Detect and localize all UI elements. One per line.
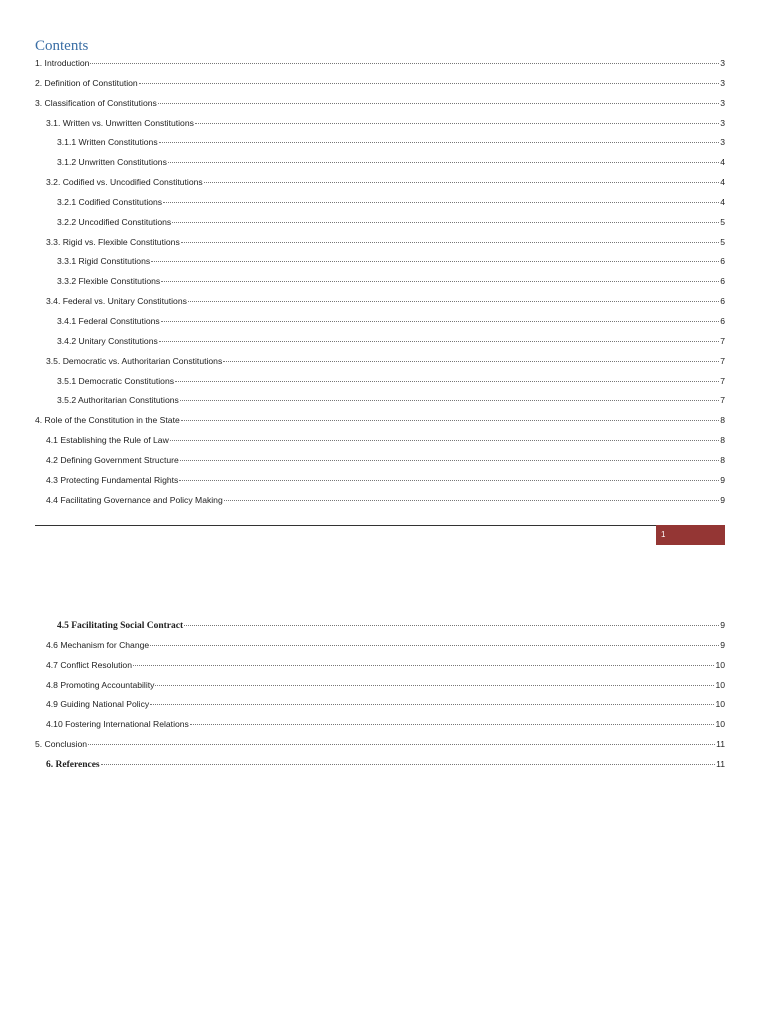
dot-leader: [170, 440, 719, 441]
dot-leader: [223, 361, 719, 362]
dot-leader: [172, 222, 719, 223]
dot-leader: [184, 625, 719, 626]
toc-entry-page: 9: [720, 474, 725, 485]
toc-entry-page: 3: [720, 137, 725, 148]
dot-leader: [159, 341, 719, 342]
toc-entry-label: 4.7 Conflict Resolution: [46, 659, 132, 670]
toc-entry-page: 10: [715, 699, 725, 710]
dot-leader: [181, 420, 719, 421]
toc-entry-page: 6: [720, 256, 725, 267]
toc-entry-label: 4.8 Promoting Accountability: [46, 679, 155, 690]
toc-entry[interactable]: [35, 451, 725, 471]
dot-leader: [179, 480, 719, 481]
toc-entry[interactable]: [35, 715, 725, 735]
toc-entry-label: 3. Classification of Constitutions: [35, 97, 157, 108]
toc-entry[interactable]: [35, 391, 725, 411]
toc-entry-page: 5: [720, 236, 725, 247]
toc-entry-label: 1. Introduction: [35, 58, 90, 68]
toc-entry[interactable]: [35, 114, 725, 134]
toc-entry-page: 7: [720, 395, 725, 406]
toc-list-page-2: [35, 616, 725, 775]
toc-entry[interactable]: [35, 252, 725, 272]
dot-leader: [155, 685, 714, 686]
toc-entry[interactable]: [35, 431, 725, 451]
dot-leader: [151, 261, 719, 262]
toc-entry-page: 11: [716, 758, 725, 769]
dot-leader: [175, 381, 719, 382]
toc-entry-page: 5: [720, 216, 725, 227]
dot-leader: [161, 321, 720, 322]
toc-entry[interactable]: [35, 695, 725, 715]
toc-entry-page: 6: [720, 315, 725, 326]
dot-leader: [188, 301, 719, 302]
toc-entry-page: 10: [715, 679, 725, 690]
toc-entry[interactable]: [35, 676, 725, 696]
toc-entry-label: 4.4 Facilitating Governance and Policy Making: [46, 494, 223, 505]
toc-entry-label: 4. Role of the Constitution in the State: [35, 415, 180, 426]
toc-entry[interactable]: [35, 94, 725, 114]
toc-entry-page: 8: [720, 435, 725, 446]
dot-leader: [150, 645, 719, 646]
dot-leader: [150, 704, 714, 705]
toc-entry[interactable]: [35, 411, 725, 431]
toc-entry-page: 8: [720, 415, 725, 426]
toc-entry[interactable]: [35, 352, 725, 372]
toc-entry-label: 3.1.1 Written Constitutions: [57, 137, 158, 148]
toc-entry-label: 3.2.2 Uncodified Constitutions: [57, 216, 172, 227]
toc-entry-label: 3.5.2 Authoritarian Constitutions: [57, 395, 179, 406]
toc-entry[interactable]: [35, 616, 725, 636]
toc-entry[interactable]: [35, 153, 725, 173]
toc-entry[interactable]: [35, 233, 725, 253]
toc-entry-label: 2. Definition of Constitution: [35, 77, 138, 88]
toc-entry-label: 3.3. Rigid vs. Flexible Constitutions: [46, 236, 180, 247]
toc-entry-label: 4.6 Mechanism for Change: [46, 639, 150, 650]
toc-entry-label: 3.1. Written vs. Unwritten Constitutions: [46, 117, 194, 128]
toc-entry[interactable]: [35, 491, 725, 511]
toc-entry-label: 4.9 Guiding National Policy: [46, 699, 150, 710]
toc-entry-label: 3.2. Codified vs. Uncodified Constitutions: [46, 177, 203, 188]
toc-entry-page: 3: [720, 97, 725, 108]
dot-leader: [224, 500, 719, 501]
toc-entry-page: 6: [720, 296, 725, 307]
toc-entry-label: 3.2.1 Codified Constitutions: [57, 196, 163, 207]
dot-leader: [161, 281, 719, 282]
toc-entry-label: 4.1 Establishing the Rule of Law: [46, 435, 169, 446]
dot-leader: [190, 724, 715, 725]
toc-entry-label: 3.5. Democratic vs. Authoritarian Constitutions: [46, 355, 223, 366]
toc-entry-page: 6: [720, 276, 725, 287]
toc-entry[interactable]: [35, 213, 725, 233]
toc-entry[interactable]: [35, 471, 725, 491]
toc-entry[interactable]: [35, 312, 725, 332]
dot-leader: [88, 744, 715, 745]
toc-entry-page: 9: [720, 494, 725, 505]
toc-entry-page: 10: [715, 719, 725, 730]
toc-entry-label: 5. Conclusion: [35, 739, 88, 750]
toc-entry-page: 11: [716, 739, 725, 750]
toc-entry-label: 4.3 Protecting Fundamental Rights: [46, 474, 179, 485]
dot-leader: [90, 63, 719, 64]
dot-leader: [133, 665, 714, 666]
footer-rule: [35, 525, 725, 526]
toc-entry-label: 6. References: [46, 759, 100, 770]
dot-leader: [163, 202, 719, 203]
toc-entry[interactable]: [35, 173, 725, 193]
toc-entry-page: 8: [720, 454, 725, 465]
toc-title: Contents: [35, 38, 89, 54]
dot-leader: [168, 162, 719, 163]
toc-entry[interactable]: [35, 656, 725, 676]
toc-entry-label: 4.10 Fostering International Relations: [46, 719, 189, 730]
toc-entry-page: 7: [720, 355, 725, 366]
toc-entry[interactable]: [35, 74, 725, 94]
toc-entry[interactable]: [35, 133, 725, 153]
toc-entry-page: 3: [720, 117, 725, 128]
toc-entry-label: 3.4.1 Federal Constitutions: [57, 315, 160, 326]
dot-leader: [180, 400, 719, 401]
toc-entry-label: 3.4. Federal vs. Unitary Constitutions: [46, 296, 187, 307]
toc-entry[interactable]: [35, 735, 725, 755]
toc-list-page-1: [35, 54, 725, 510]
dot-leader: [195, 123, 719, 124]
toc-entry-page: 3: [720, 77, 725, 88]
dot-leader: [181, 242, 719, 243]
toc-entry-page: 9: [720, 620, 725, 630]
dot-leader: [101, 764, 715, 765]
toc-entry-label: 3.3.1 Rigid Constitutions: [57, 256, 151, 267]
dot-leader: [158, 103, 719, 104]
dot-leader: [180, 460, 719, 461]
toc-entry-page: 4: [720, 196, 725, 207]
toc-entry[interactable]: [35, 332, 725, 352]
dot-leader: [159, 142, 720, 143]
toc-entry-page: 3: [720, 58, 725, 68]
toc-entry-label: 4.2 Defining Government Structure: [46, 454, 179, 465]
toc-entry[interactable]: [35, 292, 725, 312]
toc-entry-page: 7: [720, 375, 725, 386]
dot-leader: [204, 182, 720, 183]
toc-entry-page: 9: [720, 639, 725, 650]
toc-entry-page: 10: [715, 659, 725, 670]
toc-entry[interactable]: [35, 272, 725, 292]
toc-entry-label: 4.5 Facilitating Social Contract: [57, 621, 184, 631]
toc-entry[interactable]: [35, 636, 725, 656]
toc-entry[interactable]: [35, 193, 725, 213]
toc-entry[interactable]: [35, 755, 725, 775]
dot-leader: [139, 83, 720, 84]
toc-entry-label: 3.5.1 Democratic Constitutions: [57, 375, 175, 386]
toc-entry-label: 3.3.2 Flexible Constitutions: [57, 276, 161, 287]
footer-page-number: 1: [656, 525, 725, 545]
toc-entry-page: 4: [720, 157, 725, 168]
toc-entry-page: 4: [720, 177, 725, 188]
toc-entry[interactable]: [35, 372, 725, 392]
toc-entry-label: 3.1.2 Unwritten Constitutions: [57, 157, 167, 168]
toc-entry-page: 7: [720, 335, 725, 346]
toc-entry[interactable]: [35, 54, 725, 74]
toc-entry-label: 3.4.2 Unitary Constitutions: [57, 335, 158, 346]
